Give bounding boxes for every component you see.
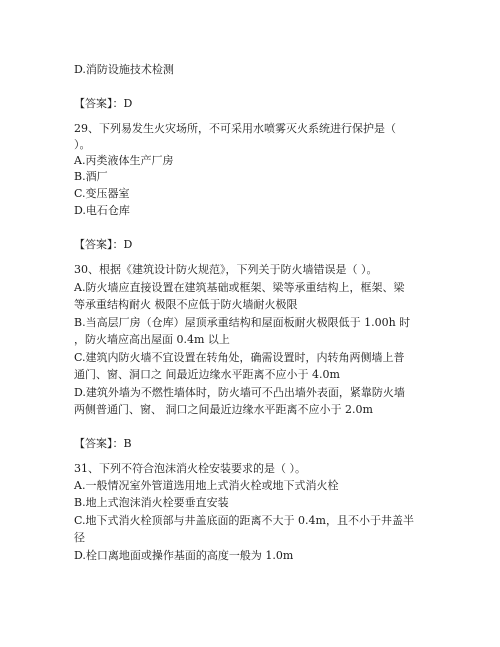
q30-option-c-line-2: 通门、窗、洞口之 间最近边缘水平距离不应小于 4.0m xyxy=(74,368,340,381)
q30-stem: 30、根据《建筑设计防火规范》，下列关于防火墙错误是（ ）。 xyxy=(74,263,378,276)
q30-option-b-line-1: B.当高层厂房（仓库）屋顶承重结构和屋面板耐火极限低于 1.00h 时 xyxy=(74,316,411,329)
q29-stem-line-2: ）。 xyxy=(74,138,91,151)
q30-option-b-line-2: ，防火墙应高出屋面 0.4m 以上 xyxy=(74,333,230,346)
q31-option-c-line-2: 径 xyxy=(74,531,85,544)
q29-option-a: A.丙类液体生产厂房 xyxy=(74,154,174,167)
q30-option-d-line-2: 两侧普通门、窗、 洞口之间最近边缘水平距离不应小于 2.0m xyxy=(74,403,373,416)
q29-stem-line-1: 29、下列易发生火灾场所，不可采用水喷雾灭火系统进行保护是（ xyxy=(74,122,396,135)
q30-option-a-line-2: 等承重结构耐火 极限不应低于防火墙耐火极限 xyxy=(74,298,298,311)
q29-option-b: B.酒厂 xyxy=(74,170,108,183)
q28-option-d: D.消防设施技术检测 xyxy=(74,63,174,76)
q28-answer: 【答案】：D xyxy=(74,97,133,110)
q29-answer: 【答案】：D xyxy=(74,238,133,251)
q31-option-a: A.一般情况室外管道选用地上式消火栓或地下式消火栓 xyxy=(74,479,339,492)
q30-option-d-line-1: D.建筑外墙为不燃性墙体时，防火墙可不凸出墙外表面，紧靠防火墙 xyxy=(74,386,405,399)
q30-answer: 【答案】：B xyxy=(74,437,132,450)
q30-option-c-line-1: C.建筑内防火墙不宜设置在转角处，确需设置时，内转角两侧墙上普 xyxy=(74,351,405,364)
q30-option-a-line-1: A.防火墙应直接设置在建筑基础或框架、梁等承重结构上，框架、梁 xyxy=(74,281,405,294)
q29-option-d: D.电石仓库 xyxy=(74,204,130,217)
q31-option-b: B.地上式泡沫消火栓要垂直安装 xyxy=(74,496,229,509)
q31-stem: 31、下列不符合泡沫消火栓安装要求的是（ ）。 xyxy=(74,462,306,475)
q31-option-d: D.栓口离地面或操作基面的高度一般为 1.0m xyxy=(74,549,294,562)
q29-option-c: C.变压器室 xyxy=(74,187,130,200)
q31-option-c-line-1: C.地下式消火栓顶部与井盖底面的距离不大于 0.4m，且不小于井盖半 xyxy=(74,514,414,527)
